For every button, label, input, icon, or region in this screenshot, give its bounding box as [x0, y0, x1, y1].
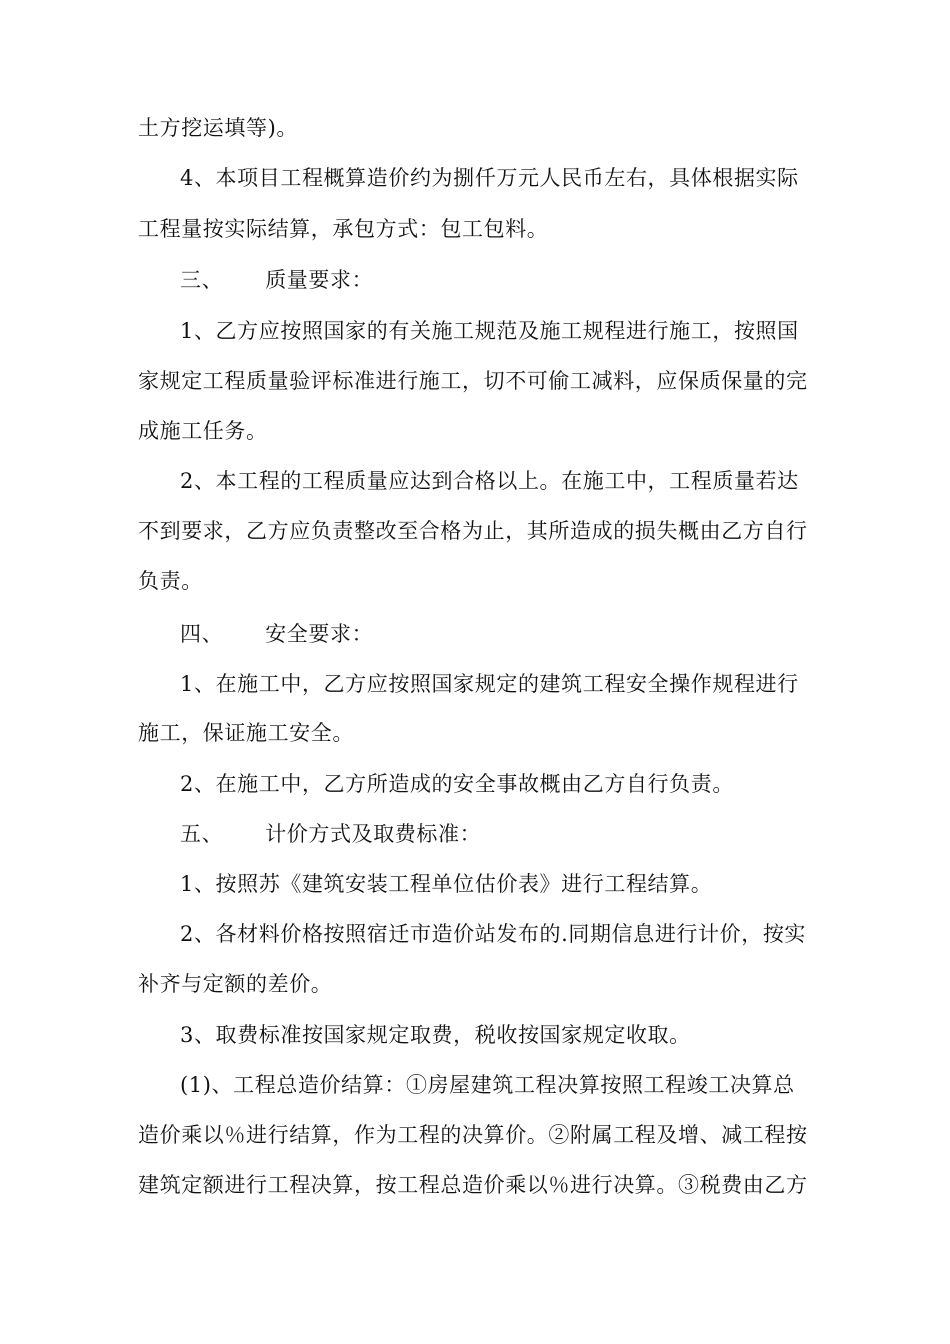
- section-heading: [180, 266, 373, 294]
- section-title: 计价方式及取费标准：: [265, 822, 482, 846]
- body-line: 不到要求，乙方应负责整改至合格为止，其所造成的损失概由乙方自行: [138, 519, 808, 543]
- section-title: 安全要求：: [265, 622, 374, 646]
- section-heading: [180, 620, 373, 648]
- body-line: 补齐与定额的差价。: [138, 972, 333, 996]
- body-line: 4、本项目工程概算造价约为捌仟万元人民币左右，具体根据实际: [180, 166, 799, 190]
- section-number: 五、: [180, 822, 224, 846]
- body-line: 3、取费标准按国家规定取费，税收按国家规定收取。: [180, 1023, 691, 1047]
- body-line: 造价乘以％进行结算，作为工程的决算价。②附属工程及增、减工程按: [138, 1123, 808, 1147]
- body-line: 家规定工程质量验评标准进行施工，切不可偷工减料，应保质保量的完: [138, 369, 808, 393]
- body-line: 负责。: [138, 569, 203, 593]
- body-line: 1、在施工中，乙方应按照国家规定的建筑工程安全操作规程进行: [180, 672, 799, 696]
- body-line: 工程量按实际结算，承包方式：包工包料。: [138, 217, 549, 241]
- body-line: 2、在施工中，乙方所造成的安全事故概由乙方自行负责。: [180, 772, 734, 796]
- body-line: 施工，保证施工安全。: [138, 721, 354, 745]
- section-number: 四、: [180, 622, 224, 646]
- body-line: 1、按照苏《建筑安装工程单位估价表》进行工程结算。: [180, 872, 713, 896]
- body-line: (1)、工程总造价结算：①房屋建筑工程决算按照工程竣工决算总: [180, 1073, 795, 1097]
- body-line: 土方挖运填等)。: [138, 116, 298, 140]
- body-line: 2、各材料价格按照宿迁市造价站发布的.同期信息进行计价，按实: [180, 922, 807, 946]
- body-line: 成施工任务。: [138, 419, 268, 443]
- body-line: 建筑定额进行工程决算，按工程总造价乘以％进行决算。③税费由乙方: [138, 1173, 808, 1197]
- body-line: 2、本工程的工程质量应达到合格以上。在施工中，工程质量若达: [180, 469, 799, 493]
- section-number: 三、: [180, 268, 224, 292]
- section-heading: [180, 820, 481, 848]
- body-line: 1、乙方应按照国家的有关施工规范及施工规程进行施工，按照国: [180, 319, 799, 343]
- section-title: 质量要求：: [265, 268, 374, 292]
